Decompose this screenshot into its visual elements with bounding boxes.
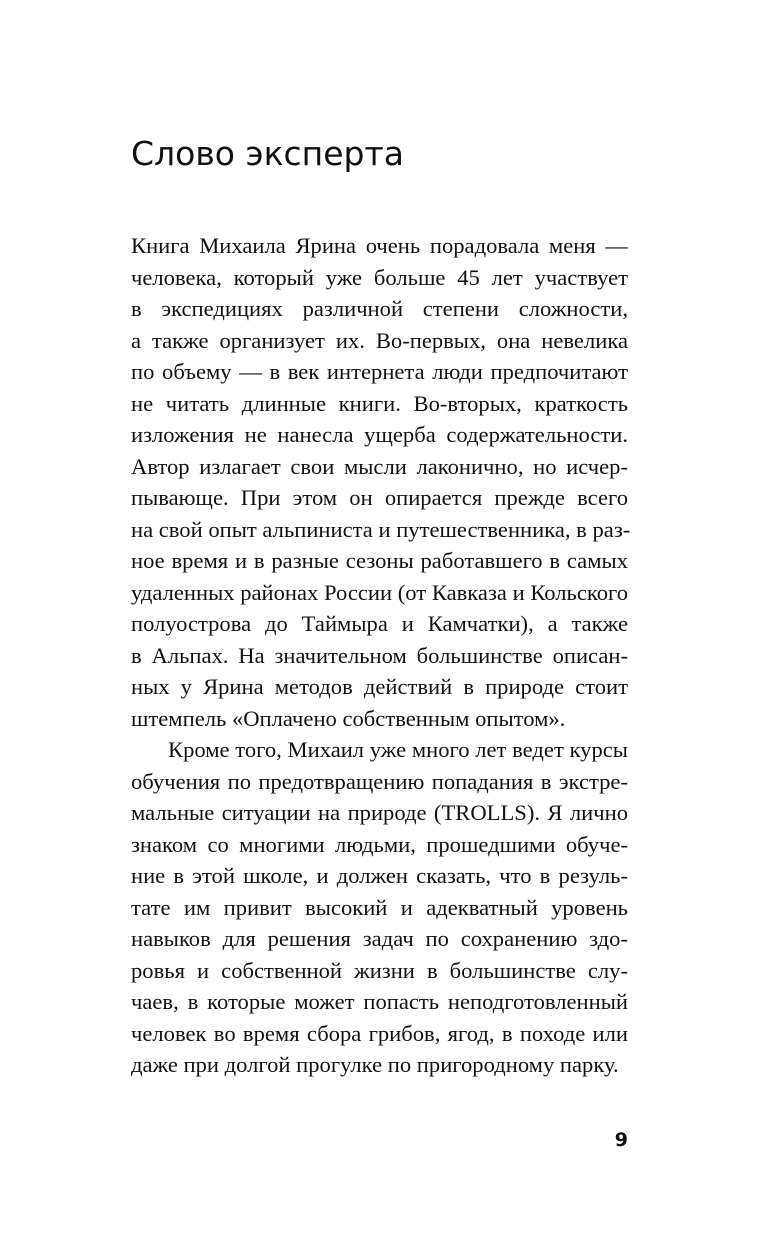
- text-line: полуострова до Таймыра и Камчатки), а также: [131, 611, 628, 636]
- page-title: Слово эксперта: [131, 134, 404, 173]
- text-line: а также организует их. Во-первых, она невелика: [131, 327, 628, 353]
- text-line: знаком со многими людьми, прошедшими обуче-: [131, 831, 628, 857]
- text-line: изложения не нанесла ущерба содержательности.: [131, 422, 628, 447]
- text-line: в экспедициях различной степени сложности,: [131, 296, 628, 321]
- text-line: по объему — в век интернета люди предпочитают: [131, 359, 628, 384]
- paragraph-2: [131, 734, 628, 1081]
- text-line: в Альпах. На значительном большинстве описан-: [131, 642, 628, 668]
- page-number: 9: [614, 1129, 628, 1151]
- text-line: ное время и в разные сезоны работавшего в самых: [131, 548, 628, 573]
- text-line: штемпель «Оплачено собственным опытом».: [131, 705, 566, 731]
- text-line: ние в этой школе, и должен сказать, что в резуль-: [131, 863, 628, 888]
- text-line: Книга Михаила Ярина очень порадовала меня —: [131, 233, 628, 258]
- text-line: Кроме того, Михаил уже много лет ведет курсы: [168, 737, 628, 762]
- paragraph-1: [131, 230, 631, 734]
- text-line: человек во время сбора грибов, ягод, в походе или: [131, 1020, 628, 1046]
- text-line: обучения по предотвращению попадания в экстре-: [131, 768, 628, 794]
- text-line: даже при долгой прогулке по пригородному парку.: [131, 1052, 619, 1077]
- text-line: ных у Ярина методов действий в природе стоит: [131, 674, 628, 699]
- text-line: Автор излагает свои мысли лаконично, но исчер-: [131, 453, 628, 479]
- text-line: не читать длинные книги. Во-вторых, краткость: [131, 390, 628, 416]
- text-line: тате им привит высокий и адекватный уровень: [131, 894, 628, 920]
- text-line: навыков для решения задач по сохранению здо-: [131, 926, 628, 951]
- text-line: ровья и собственной жизни в большинстве слу-: [131, 957, 628, 983]
- body-text: [131, 230, 631, 1081]
- text-line: чаев, в которые может попасть неподготовленный: [131, 989, 628, 1014]
- text-line: человека, который уже больше 45 лет участвует: [131, 264, 628, 290]
- text-line: мальные ситуации на природе (TROLLS). Я лично: [131, 800, 628, 825]
- text-line: на свой опыт альпиниста и путешественника, в раз-: [131, 516, 631, 542]
- text-line: пывающе. При этом он опирается прежде всего: [131, 485, 628, 510]
- text-line: удаленных районах России (от Кавказа и Кольского: [131, 579, 628, 605]
